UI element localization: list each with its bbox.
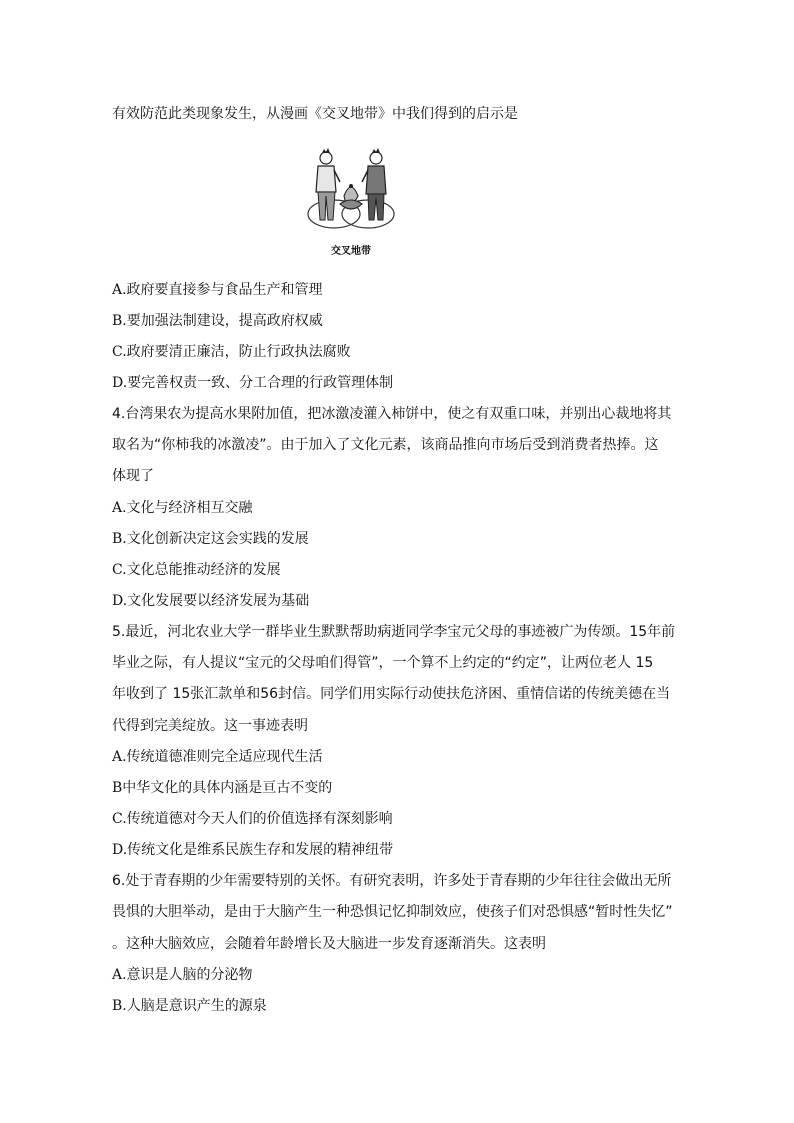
q6-stem-line-3: 。这种大脑效应，会随着年龄增长及大脑进一步发育逐渐消失。这表明 [112,936,546,952]
q5-stem-line-2: 毕业之际，有人提议“宝元的父母咱们得管”，一个算不上约定的“约定”，让两位老人 15 [112,655,654,671]
q4-option-b: B.文化创新决定这会实践的发展 [112,531,309,547]
q4-option-c: C.文化总能推动经济的发展 [112,562,281,578]
q3-option-a: A.政府要直接参与食品生产和管理 [112,282,323,298]
q6-option-b: B.人脑是意识产生的源泉 [112,998,267,1014]
cartoon-illustration [306,138,396,242]
q3-option-c: C.政府要清正廉洁，防止行政执法腐败 [112,344,351,360]
q5-option-b: B中华文化的具体内涵是亘古不变的 [112,780,333,796]
q4-option-d: D.文化发展要以经济发展为基础 [112,593,310,609]
q4-option-a: A.文化与经济相互交融 [112,500,253,516]
q6-option-a: A.意识是人脑的分泌物 [112,967,253,983]
q5-option-c: C.传统道德对今天人们的价值选择有深刻影响 [112,811,393,827]
q6-stem-line-2: 畏惧的大胆举动，是由于大脑产生一种恐惧记忆抑制效应，使孩子们对恐惧感“暂时性失忆” [112,904,673,920]
q5-stem-line-1: 5.最近，河北农业大学一群毕业生默默帮助病逝同学李宝元父母的事迹被广为传颂。15年前 [112,624,676,640]
q4-stem-line-1: 4.台湾果农为提高水果附加值，把冰激凌灌入柿饼中，使之有双重口味，并别出心裁地将其 [112,406,672,422]
q5-stem-line-3: 年收到了 15张汇款单和56封信。同学们用实际行动使扶危济困、重情信诺的传统美德在当 [112,686,671,702]
q5-stem-line-4: 代得到完美绽放。这一事迹表明 [112,718,308,734]
cartoon-figure [306,138,396,262]
q3-option-b: B.要加强法制建设，提高政府权威 [112,313,323,329]
q4-stem-line-2: 取名为“你柿我的冰激凌”。由于加入了文化元素，该商品推向市场后受到消费者热捧。这 [112,437,659,453]
q3-option-d: D.要完善权责一致、分工合理的行政管理体制 [112,375,394,391]
q6-stem-line-1: 6.处于青春期的少年需要特别的关怀。有研究表明，许多处于青春期的少年往往会做出无所 [112,873,672,889]
cartoon-caption: 交叉地带 [331,246,371,257]
q5-option-d: D.传统文化是维系民族生存和发展的精神纽带 [112,842,394,858]
q4-stem-line-3: 体现了 [112,468,154,484]
q5-option-a: A.传统道德准则完全适应现代生活 [112,749,323,765]
q3-stem-tail: 有效防范此类现象发生，从漫画《交叉地带》中我们得到的启示是 [112,106,518,122]
